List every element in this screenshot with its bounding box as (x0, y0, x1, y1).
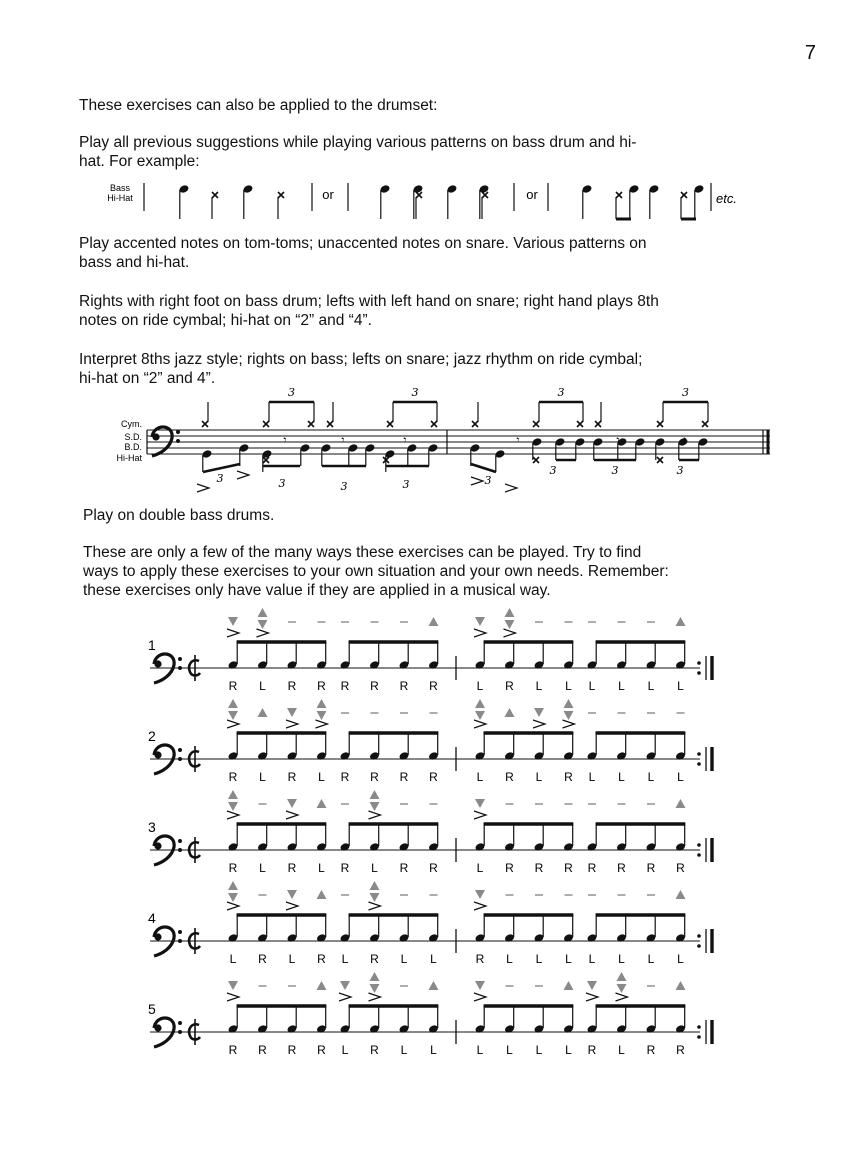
sticking-letter: L (371, 861, 378, 875)
sticking-letter: L (506, 952, 513, 966)
decresc-arrow (587, 981, 597, 990)
sticking-letter: L (506, 1043, 513, 1057)
triplet-number: 3 (288, 386, 295, 399)
sticking-letter: R (564, 861, 573, 875)
sticking-letter: L (259, 679, 266, 693)
sticking-letter: R (505, 861, 514, 875)
bass-clef-dot-lower (178, 666, 182, 670)
triplet-number: 3 (340, 480, 348, 493)
triplet-number: 3 (557, 386, 565, 399)
eighth-rest: 𝄾 (403, 433, 407, 447)
decresc-arrow (228, 981, 238, 990)
repeat-dot (697, 752, 701, 756)
cresc-arrow (617, 972, 627, 981)
jazz-drumset-example (0, 382, 864, 502)
sticking-letter: R (287, 1043, 297, 1057)
cresc-arrow (676, 981, 686, 990)
cymbal-x-head (533, 421, 539, 427)
cymbal-x-head (263, 421, 269, 427)
hihat-x-head (533, 457, 539, 463)
bass-clef-dot (154, 660, 161, 667)
cresc-arrow (429, 981, 439, 990)
sticking-letter: L (535, 770, 543, 784)
instrument-label: S.D. (124, 432, 142, 442)
decresc-arrow (617, 984, 627, 993)
exercise-number: 1 (148, 637, 156, 653)
decresc-arrow (475, 711, 485, 720)
cymbal-x-head (472, 421, 478, 427)
decresc-arrow (228, 893, 238, 902)
sticking-letter: R (340, 679, 350, 693)
sticking-letter: R (287, 679, 297, 693)
bass-clef-dot (154, 842, 161, 849)
instrument-label: B.D. (124, 442, 142, 452)
sticking-letter: L (229, 952, 237, 966)
sticking-letter: L (588, 952, 596, 966)
sticking-letter: R (287, 770, 297, 784)
sticking-letter: R (370, 679, 379, 693)
repeat-dot (697, 661, 701, 665)
bass-clef-dot-lower (176, 439, 180, 443)
sticking-letter: R (258, 1043, 267, 1057)
triplet-number: 3 (549, 464, 557, 477)
triplet-beam (471, 464, 496, 472)
cymbal-x-head (595, 421, 601, 427)
decresc-arrow (287, 890, 297, 899)
eighth-rest: 𝄾 (516, 433, 520, 447)
sticking-letter: L (400, 952, 408, 966)
accent-mark (616, 993, 628, 1001)
cresc-arrow (676, 617, 686, 626)
sticking-letter: R (646, 861, 656, 875)
cresc-arrow (228, 881, 238, 890)
triplet-number: 3 (402, 478, 410, 491)
hihat-x-head (212, 192, 218, 198)
sticking-letter: R (646, 1043, 656, 1057)
sticking-letter: R (676, 1043, 685, 1057)
bass-clef-dot (154, 1024, 161, 1031)
cymbal-x-head (577, 421, 583, 427)
or-label: or (322, 187, 334, 202)
bass-clef-dot (154, 751, 161, 758)
cresc-arrow (564, 981, 574, 990)
paragraph-double-bass: Play on double bass drums. (83, 507, 275, 524)
repeat-dot (697, 1025, 701, 1029)
paragraph-drumset-intro: These exercises can also be applied to the drumset: (79, 97, 438, 114)
decresc-arrow (475, 981, 485, 990)
accent-mark (474, 902, 486, 910)
exercise-number: 2 (148, 728, 156, 744)
sticking-letter: L (476, 1043, 484, 1057)
sticking-letter: L (677, 679, 684, 693)
cresc-arrow (505, 608, 515, 617)
sticking-letter: L (588, 770, 596, 784)
sticking-letter: R (617, 861, 626, 875)
bass-clef-dot-lower (178, 848, 182, 852)
exercise-staves (0, 600, 864, 1070)
cymbal-x-head (657, 421, 663, 427)
sticking-letter: R (258, 952, 267, 966)
bass-clef-dot-lower (178, 757, 182, 761)
sticking-letter: L (341, 952, 349, 966)
accent-mark (533, 720, 545, 728)
repeat-dot (697, 944, 701, 948)
accent-mark (227, 720, 239, 728)
sticking-letter: R (505, 770, 514, 784)
sticking-letter: L (259, 861, 266, 875)
decresc-arrow (228, 802, 238, 811)
decresc-arrow (475, 890, 485, 899)
cresc-arrow (317, 981, 327, 990)
bass-clef-dot (152, 433, 159, 440)
cresc-arrow (676, 890, 686, 899)
triplet-number: 3 (484, 474, 492, 487)
repeat-dot (697, 843, 701, 847)
sticking-letter: L (677, 952, 684, 966)
sticking-letter: L (677, 770, 684, 784)
triplet-beam (203, 464, 240, 472)
cresc-arrow (317, 799, 327, 808)
hihat-x-head (278, 192, 284, 198)
accent-mark (369, 993, 381, 1001)
accent-mark (471, 477, 483, 485)
cresc-arrow (228, 790, 238, 799)
bass-clef-dot-upper (178, 930, 182, 934)
accent-mark (227, 902, 239, 910)
cresc-arrow (370, 881, 380, 890)
decresc-arrow (340, 981, 350, 990)
sticking-letter: L (400, 1043, 408, 1057)
page-number: 7 (804, 42, 816, 64)
hihat-x-head (657, 457, 663, 463)
bass-hihat-example (0, 175, 864, 235)
cresc-arrow (258, 708, 268, 717)
exercise-number: 3 (148, 819, 156, 835)
cymbal-x-head (308, 421, 314, 427)
bass-clef-dot-upper (178, 1021, 182, 1025)
sticking-letter: R (228, 679, 238, 693)
accent-mark (369, 811, 381, 819)
accent-mark (505, 484, 517, 492)
sticking-letter: R (228, 861, 238, 875)
sticking-letter: R (399, 861, 409, 875)
accent-mark (474, 720, 486, 728)
hihat-x-head (416, 192, 422, 198)
sticking-letter: R (399, 770, 409, 784)
cresc-arrow (370, 790, 380, 799)
decresc-arrow (370, 984, 380, 993)
sticking-letter: R (370, 1043, 379, 1057)
paragraph-closing: These are only a few of the many ways these exercises can be played. Try to find ways to apply these exercises to your own situation and your own needs. Remember: these exercises only have value if they are applied in a musical way. (83, 544, 669, 599)
accent-mark (227, 629, 239, 637)
accent-mark (563, 720, 575, 728)
bass-clef-dot-upper (178, 657, 182, 661)
sticking-letter: L (565, 1043, 572, 1057)
instrument-label: Cym. (121, 419, 142, 429)
cymbal-x-head (387, 421, 393, 427)
accent-mark (286, 811, 298, 819)
paragraph-jazz: Interpret 8ths jazz style; rights on bass; lefts on snare; jazz rhythm on ride cymbal; hi-hat on “2” and 4”. (79, 351, 643, 387)
accent-mark (369, 902, 381, 910)
sticking-letter: L (647, 679, 655, 693)
accent-mark (504, 629, 516, 637)
hihat-x-head (616, 192, 622, 198)
decresc-arrow (317, 711, 327, 720)
cresc-arrow (370, 972, 380, 981)
bass-clef-dot-upper (176, 430, 180, 434)
sticking-letter: R (340, 770, 350, 784)
sticking-letter: L (341, 1043, 349, 1057)
sticking-letter: R (429, 861, 438, 875)
triplet-number: 3 (216, 472, 224, 485)
bass-clef-dot-upper (178, 748, 182, 752)
accent-mark (339, 993, 351, 1001)
decresc-arrow (505, 620, 515, 629)
decresc-arrow (287, 799, 297, 808)
sticking-letter: L (618, 679, 625, 693)
sticking-letter: R (587, 1043, 597, 1057)
hihat-x-head (263, 457, 269, 463)
eighth-rest: 𝄾 (683, 433, 687, 447)
cymbal-x-head (202, 421, 208, 427)
sticking-letter: L (318, 770, 325, 784)
triplet-number: 3 (411, 386, 419, 399)
decresc-arrow (564, 711, 574, 720)
bass-clef-dot-lower (178, 939, 182, 943)
bass-clef-dot (154, 933, 161, 940)
accent-mark (474, 993, 486, 1001)
decresc-arrow (370, 802, 380, 811)
sticking-letter: L (565, 679, 572, 693)
repeat-dot (697, 671, 701, 675)
sticking-letter: R (287, 861, 297, 875)
sticking-letter: R (429, 770, 438, 784)
sticking-letter: L (618, 770, 625, 784)
repeat-dot (697, 1035, 701, 1039)
cresc-arrow (505, 708, 515, 717)
accent-mark (586, 993, 598, 1001)
eighth-rest: 𝄾 (283, 433, 287, 447)
bass-clef-dot-upper (178, 839, 182, 843)
decresc-arrow (228, 617, 238, 626)
cresc-arrow (475, 699, 485, 708)
accent-mark (316, 720, 328, 728)
sticking-letter: L (476, 861, 484, 875)
sticking-letter: R (475, 952, 485, 966)
sticking-letter: R (228, 770, 238, 784)
bass-clef-dot-lower (178, 1030, 182, 1034)
cresc-arrow (429, 617, 439, 626)
accent-mark (474, 629, 486, 637)
accent-mark (474, 811, 486, 819)
hihat-x-head (482, 192, 488, 198)
sticking-letter: L (288, 952, 296, 966)
cresc-arrow (317, 890, 327, 899)
eighth-rest: 𝄾 (616, 433, 620, 447)
cresc-arrow (228, 699, 238, 708)
decresc-arrow (475, 799, 485, 808)
label-hihat: Hi-Hat (107, 193, 133, 203)
decresc-arrow (258, 620, 268, 629)
sticking-letter: L (430, 952, 437, 966)
sticking-letter: L (535, 1043, 543, 1057)
repeat-dot (697, 853, 701, 857)
cresc-arrow (564, 699, 574, 708)
triplet-number: 3 (676, 464, 684, 477)
sticking-letter: L (618, 952, 625, 966)
sticking-letter: R (587, 861, 597, 875)
accent-mark (286, 720, 298, 728)
sticking-letter: L (476, 770, 484, 784)
sticking-letter: L (647, 770, 655, 784)
bass-clef (152, 427, 172, 456)
accent-mark (257, 629, 269, 637)
or-label: or (526, 187, 538, 202)
cymbal-x-head (702, 421, 708, 427)
sticking-letter: L (565, 952, 572, 966)
sticking-letter: R (399, 679, 409, 693)
accent-mark (286, 902, 298, 910)
sticking-letter: R (370, 952, 379, 966)
sticking-letter: R (228, 1043, 238, 1057)
sticking-letter: R (317, 1043, 326, 1057)
sticking-letter: R (317, 679, 326, 693)
sticking-letter: R (370, 770, 379, 784)
sticking-letter: L (535, 679, 543, 693)
decresc-arrow (475, 617, 485, 626)
sticking-letter: R (429, 679, 438, 693)
repeat-dot (697, 762, 701, 766)
decresc-arrow (287, 708, 297, 717)
sticking-letter: L (476, 679, 484, 693)
cresc-arrow (317, 699, 327, 708)
sticking-letter: R (505, 679, 514, 693)
exercise-number: 4 (148, 910, 156, 926)
sticking-letter: L (318, 861, 325, 875)
sticking-letter: L (430, 1043, 437, 1057)
paragraph-bass-hihat: Play all previous suggestions while playing various patterns on bass drum and hi-hat. For example: (79, 134, 637, 170)
cymbal-x-head (431, 421, 437, 427)
sticking-letter: L (588, 679, 596, 693)
sticking-letter: R (340, 861, 350, 875)
accent-mark (227, 811, 239, 819)
sticking-letter: R (317, 952, 326, 966)
triplet-number: 3 (611, 464, 619, 477)
sticking-letter: L (618, 1043, 625, 1057)
repeat-dot (697, 934, 701, 938)
decresc-arrow (534, 708, 544, 717)
cymbal-x-head (327, 421, 333, 427)
instrument-label: Hi-Hat (116, 453, 142, 463)
decresc-arrow (370, 893, 380, 902)
triplet-number: 3 (682, 386, 689, 399)
accent-mark (237, 471, 249, 479)
sticking-letter: L (259, 770, 266, 784)
paragraph-rights-foot: Rights with right foot on bass drum; lefts with left hand on snare; right hand plays 8th notes on ride cymbal; hi-hat on “2” and “4”. (79, 293, 659, 329)
decresc-arrow (228, 711, 238, 720)
accent-mark (227, 993, 239, 1001)
sticking-letter: R (564, 770, 573, 784)
accent-mark (197, 484, 209, 492)
sticking-letter: L (535, 952, 543, 966)
sticking-letter: L (647, 952, 655, 966)
sticking-letter: R (676, 861, 685, 875)
sticking-letter: R (534, 861, 544, 875)
exercise-number: 5 (148, 1001, 156, 1017)
label-bass: Bass (109, 183, 131, 193)
paragraph-tom-toms: Play accented notes on tom-toms; unaccented notes on snare. Various patterns on bass and hi-hat. (79, 235, 647, 271)
etc-label: etc. (716, 191, 737, 206)
triplet-number: 3 (278, 477, 286, 490)
cresc-arrow (258, 608, 268, 617)
hihat-x-head (681, 192, 687, 198)
eighth-rest: 𝄾 (341, 433, 345, 447)
cresc-arrow (676, 799, 686, 808)
